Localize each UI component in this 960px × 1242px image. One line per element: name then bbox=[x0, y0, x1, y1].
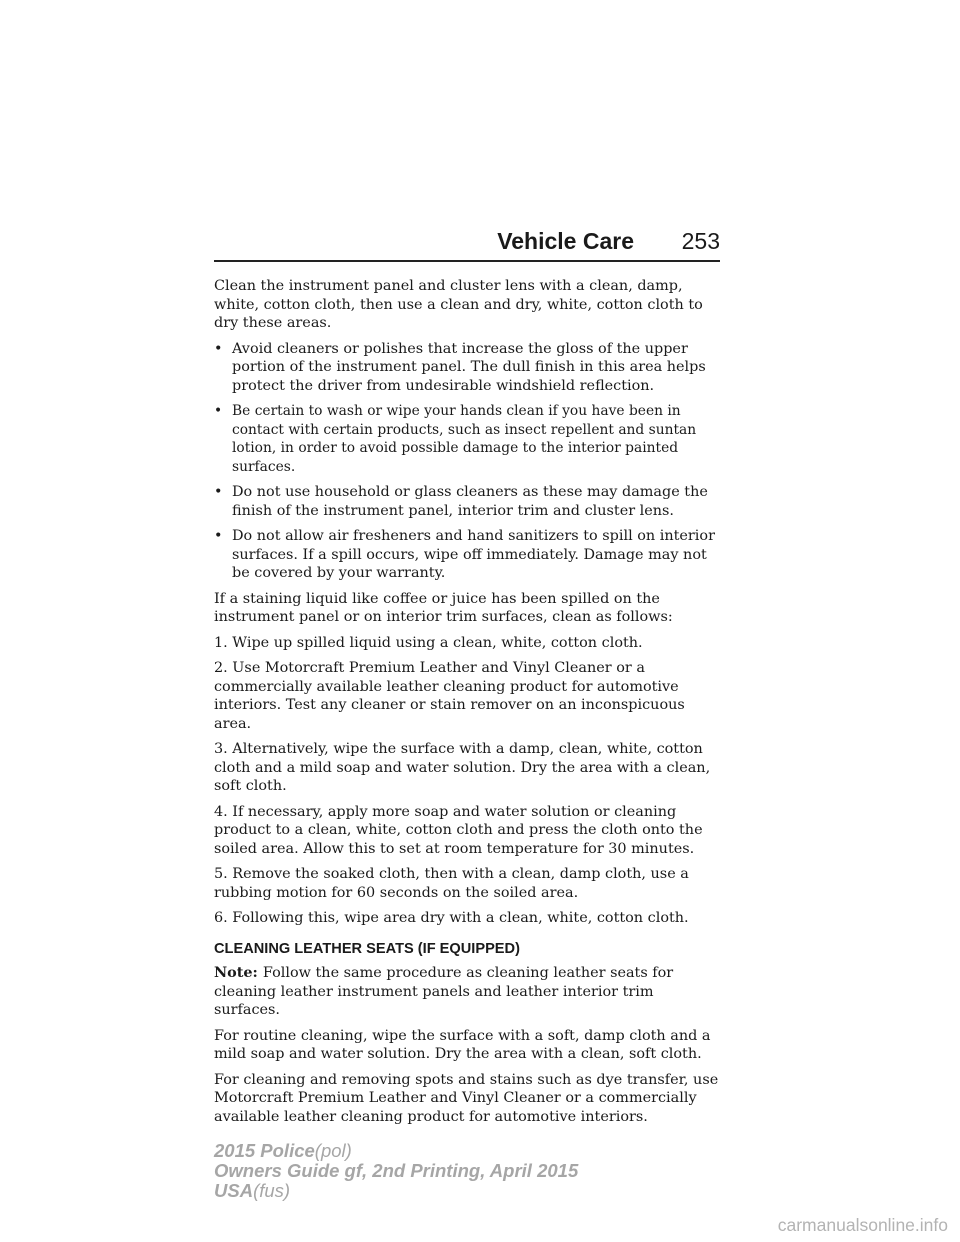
footer-line-1 bbox=[214, 1141, 578, 1161]
page-number: 253 bbox=[681, 228, 720, 254]
page-body bbox=[214, 277, 722, 1133]
footer-model: 2015 Police bbox=[214, 1140, 315, 1161]
footer-line-3 bbox=[214, 1181, 578, 1201]
section-title: Vehicle Care bbox=[497, 228, 634, 254]
step-item: 1. Wipe up spilled liquid using a clean, white, cotton cloth. bbox=[214, 634, 643, 651]
note-text: Follow the same procedure as cleaning leather seats for cleaning leather instrument panels and leather interior trim surfaces. bbox=[214, 965, 674, 1018]
footer-market-code: (fus) bbox=[253, 1180, 291, 1201]
step-item: 2. Use Motorcraft Premium Leather and Vinyl Cleaner or a commercially available leather cleaning product for automotive interiors. Test any cleaner or stain remover on an inconspicuous area. bbox=[214, 660, 685, 732]
bullet-text: Be certain to wash or wipe your hands clean if you have been in contact with certain products, such as insect repellent and suntan lotion, in order to avoid possible damage to the interior painted surfaces. bbox=[232, 403, 697, 475]
staining-intro-paragraph: If a staining liquid like coffee or juice has been spilled on the instrument panel or on interior trim surfaces, clean as follows: bbox=[214, 590, 673, 625]
bullet-item bbox=[214, 483, 722, 520]
bullet-item bbox=[214, 340, 722, 396]
step-item: 6. Following this, wipe area dry with a clean, white, cotton cloth. bbox=[214, 910, 689, 926]
bullet-text: Avoid cleaners or polishes that increase the gloss of the upper portion of the instrument panel. The dull finish in this area helps protect the driver from undesirable windshield reflection. bbox=[232, 340, 706, 394]
header-divider bbox=[214, 260, 720, 262]
intro-paragraph: Clean the instrument panel and cluster lens with a clean, damp, white, cotton cloth, then use a clean and dry, white, cotton cloth to dry these areas. bbox=[214, 278, 703, 331]
note-label: Note: bbox=[214, 964, 263, 981]
step-item: 4. If necessary, apply more soap and water solution or cleaning product to a clean, white, cotton cloth and press the cloth onto the soiled area. Allow this to set at room temperature for 30 minutes. bbox=[214, 803, 703, 857]
footer-model-code: (pol) bbox=[314, 1140, 352, 1161]
bullet-item bbox=[214, 527, 722, 583]
page-footer bbox=[214, 1141, 578, 1201]
routine-paragraph: For routine cleaning, wipe the surface with a soft, damp cloth and a mild soap and water solution. Dry the area with a clean, soft cloth. bbox=[214, 1027, 711, 1062]
bullet-icon: • bbox=[214, 528, 223, 544]
bullet-icon: • bbox=[214, 403, 223, 419]
watermark: carmanualsonline.info bbox=[777, 1215, 948, 1235]
bullet-text: Do not allow air fresheners and hand sanitizers to spill on interior surfaces. If a spill occurs, wipe off immediately. Damage may not be covered by your warranty. bbox=[232, 528, 715, 581]
step-item: 3. Alternatively, wipe the surface with a damp, clean, white, cotton cloth and a mild soap and water solution. Dry the area with a clean, soft cloth. bbox=[214, 741, 711, 794]
page-header bbox=[214, 226, 720, 264]
spots-paragraph: For cleaning and removing spots and stains such as dye transfer, use Motorcraft Premium Leather and Vinyl Cleaner or a commercially available leather cleaning product for automotive interiors. bbox=[214, 1071, 719, 1125]
step-item: 5. Remove the soaked cloth, then with a clean, damp cloth, use a rubbing motion for 60 seconds on the soiled area. bbox=[214, 866, 689, 901]
bullet-item bbox=[214, 402, 722, 476]
note-paragraph bbox=[214, 964, 722, 1020]
footer-line-2: Owners Guide gf, 2nd Printing, April 2015 bbox=[214, 1160, 579, 1181]
bullet-text: Do not use household or glass cleaners as these may damage the finish of the instrument panel, interior trim and cluster lens. bbox=[232, 484, 708, 519]
bullet-icon: • bbox=[214, 340, 223, 357]
bullet-icon: • bbox=[214, 484, 223, 500]
section-heading: CLEANING LEATHER SEATS (IF EQUIPPED) bbox=[214, 940, 520, 957]
footer-market: USA bbox=[214, 1180, 254, 1201]
